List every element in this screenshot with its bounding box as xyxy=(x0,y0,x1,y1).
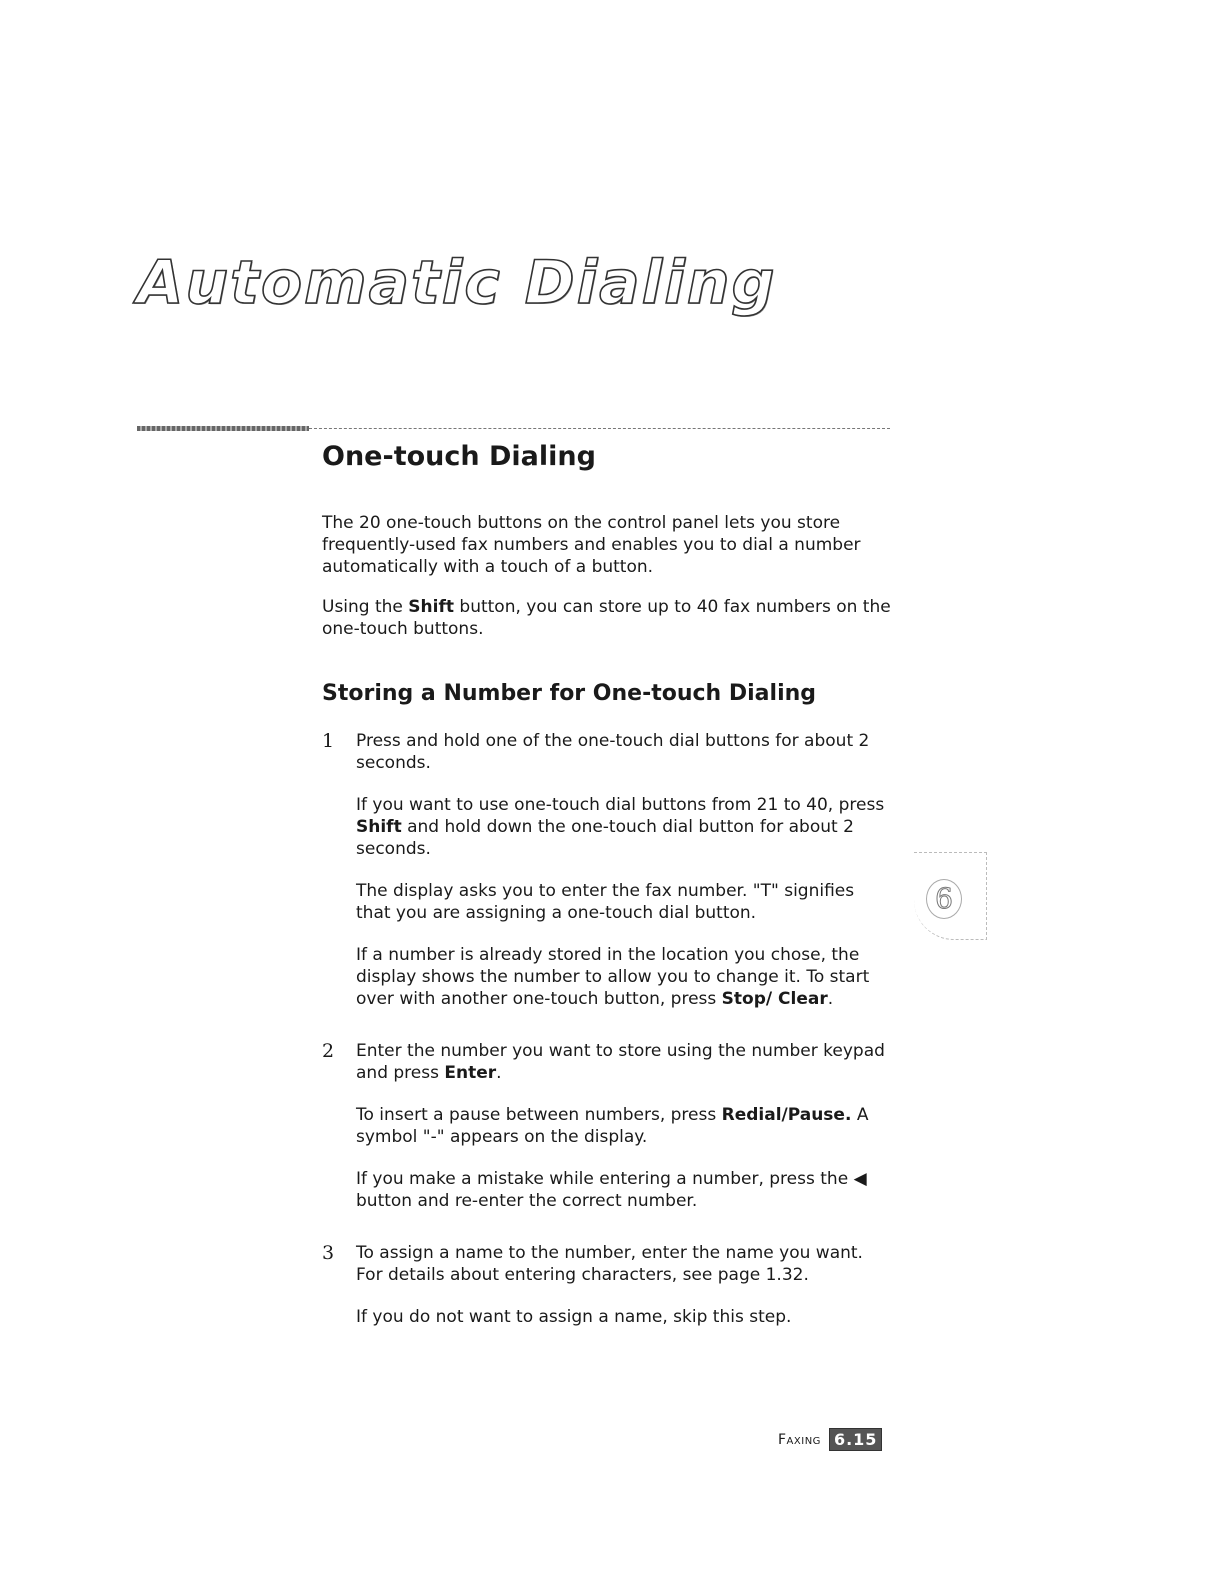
intro-paragraph-1: The 20 one-touch buttons on the control panel lets you store frequently-used fax numbers and enables you to dial a number automatically with a touch of a button. xyxy=(322,513,861,577)
step-number: 1 xyxy=(322,730,335,752)
step-1 xyxy=(322,730,892,1010)
step-number: 3 xyxy=(322,1242,335,1264)
step-1-paragraph-4: If a number is already stored in the location you chose, the display shows the number to allow you to change it. To start over with another one-touch button, press Stop/ Clear. xyxy=(356,945,870,1009)
chapter-tab-marker xyxy=(914,852,987,940)
chapter-number-icon: 6 xyxy=(926,879,962,919)
page-footer xyxy=(778,1428,882,1451)
left-arrow-icon: ◀ xyxy=(853,1169,867,1189)
section-rule-thin xyxy=(309,428,890,429)
page-content xyxy=(322,440,892,1328)
step-1-paragraph-1: Press and hold one of the one-touch dial buttons for about 2 seconds. xyxy=(356,731,870,773)
footer-label: Faxing xyxy=(778,1431,821,1448)
page-number-badge: 6.15 xyxy=(829,1428,882,1451)
step-1-paragraph-3: The display asks you to enter the fax number. "T" signifies that you are assigning a one-touch dial button. xyxy=(356,881,855,923)
intro-paragraph-2: Using the Shift button, you can store up to 40 fax numbers on the one-touch buttons. xyxy=(322,597,891,639)
step-2-paragraph-3: If you make a mistake while entering a number, press the ◀ button and re-enter the correct number. xyxy=(356,1169,867,1211)
section-title: One-touch Dialing xyxy=(322,441,596,472)
step-2-paragraph-2: To insert a pause between numbers, press Redial/Pause. A symbol "-" appears on the display. xyxy=(356,1105,869,1147)
step-3-paragraph-2: If you do not want to assign a name, skip this step. xyxy=(356,1307,792,1327)
section-rule-thick xyxy=(137,426,309,431)
chapter-title: Automatic Dialing xyxy=(137,248,777,318)
step-2 xyxy=(322,1040,892,1212)
step-3-paragraph-1: To assign a name to the number, enter the name you want. For details about entering characters, see page 1.32. xyxy=(356,1243,863,1285)
steps-list xyxy=(322,730,892,1328)
step-3 xyxy=(322,1242,892,1328)
step-number: 2 xyxy=(322,1040,335,1062)
subsection-title: Storing a Number for One-touch Dialing xyxy=(322,681,817,706)
step-2-paragraph-1: Enter the number you want to store using the number keypad and press Enter. xyxy=(356,1041,885,1083)
shift-button-label: Shift xyxy=(408,597,454,617)
step-1-paragraph-2: If you want to use one-touch dial buttons from 21 to 40, press Shift and hold down the one-touch dial button for about 2 seconds. xyxy=(356,795,885,859)
